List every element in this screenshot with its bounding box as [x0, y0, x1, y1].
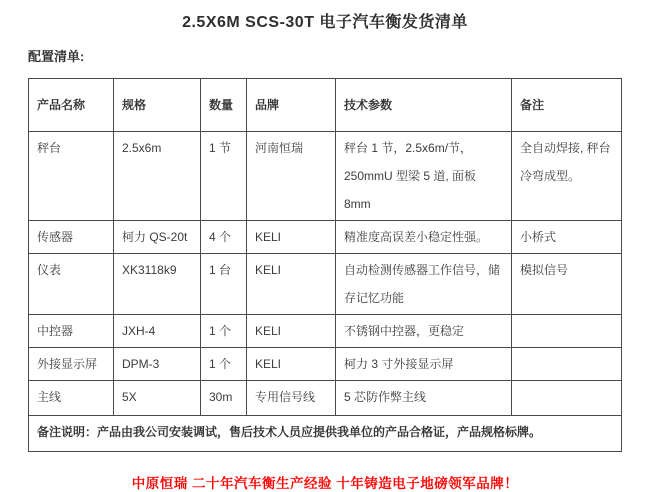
cell-quantity: 30m [201, 381, 247, 416]
cell-spec: DPM-3 [114, 348, 201, 381]
table-row [29, 315, 622, 348]
table-row [29, 348, 622, 381]
note-text: 备注说明：产品由我公司安装调试，售后技术人员应提供我单位的产品合格证，产品规格标牌。 [29, 416, 622, 452]
cell-tech-params: 精准度高误差小稳定性强。 [336, 221, 512, 254]
cell-remarks [512, 348, 622, 381]
col-header-product-name: 产品名称 [29, 79, 114, 132]
cell-tech-params: 自动检测传感器工作信号，储存记忆功能 [336, 254, 512, 315]
cell-product-name: 中控器 [29, 315, 114, 348]
cell-product-name: 主线 [29, 381, 114, 416]
cell-tech-params: 柯力 3 寸外接显示屏 [336, 348, 512, 381]
table-row [29, 132, 622, 221]
cell-quantity: 1 个 [201, 315, 247, 348]
cell-remarks: 模拟信号 [512, 254, 622, 315]
col-header-brand: 品牌 [247, 79, 336, 132]
cell-remarks [512, 381, 622, 416]
cell-remarks [512, 315, 622, 348]
table-row [29, 254, 622, 315]
cell-remarks: 小桥式 [512, 221, 622, 254]
cell-quantity: 1 节 [201, 132, 247, 221]
cell-quantity: 1 个 [201, 348, 247, 381]
col-header-remarks: 备注 [512, 79, 622, 132]
col-header-quantity: 数量 [201, 79, 247, 132]
cell-remarks: 全自动焊接, 秤台冷弯成型。 [512, 132, 622, 221]
cell-product-name: 传感器 [29, 221, 114, 254]
cell-brand: KELI [247, 348, 336, 381]
cell-tech-params: 秤台 1 节，2.5x6m/节，250mmU 型梁 5 道, 面板 8mm [336, 132, 512, 221]
table-note-row [29, 416, 622, 452]
cell-brand: KELI [247, 254, 336, 315]
table-header-row [29, 79, 622, 132]
config-table [28, 78, 622, 452]
cell-product-name: 仪表 [29, 254, 114, 315]
col-header-tech-params: 技术参数 [336, 79, 512, 132]
cell-product-name: 秤台 [29, 132, 114, 221]
brand-slogan: 中原恒瑞 二十年汽车衡生产经验 十年铸造电子地磅领军品牌！ [131, 476, 519, 491]
cell-spec: XK3118k9 [114, 254, 201, 315]
cell-tech-params: 不锈钢中控器，更稳定 [336, 315, 512, 348]
cell-quantity: 4 个 [201, 221, 247, 254]
table-row [29, 381, 622, 416]
cell-quantity: 1 台 [201, 254, 247, 315]
table-row [29, 221, 622, 254]
cell-brand: 专用信号线 [247, 381, 336, 416]
cell-product-name: 外接显示屏 [29, 348, 114, 381]
page-title: 2.5X6M SCS-30T 电子汽车衡发货清单 [182, 14, 468, 31]
config-list-label: 配置清单: [28, 49, 85, 64]
cell-spec: 柯力 QS-20t [114, 221, 201, 254]
cell-spec: 2.5x6m [114, 132, 201, 221]
cell-spec: 5X [114, 381, 201, 416]
cell-tech-params: 5 芯防作弊主线 [336, 381, 512, 416]
cell-spec: JXH-4 [114, 315, 201, 348]
cell-brand: KELI [247, 221, 336, 254]
col-header-spec: 规格 [114, 79, 201, 132]
cell-brand: KELI [247, 315, 336, 348]
cell-brand: 河南恒瑞 [247, 132, 336, 221]
